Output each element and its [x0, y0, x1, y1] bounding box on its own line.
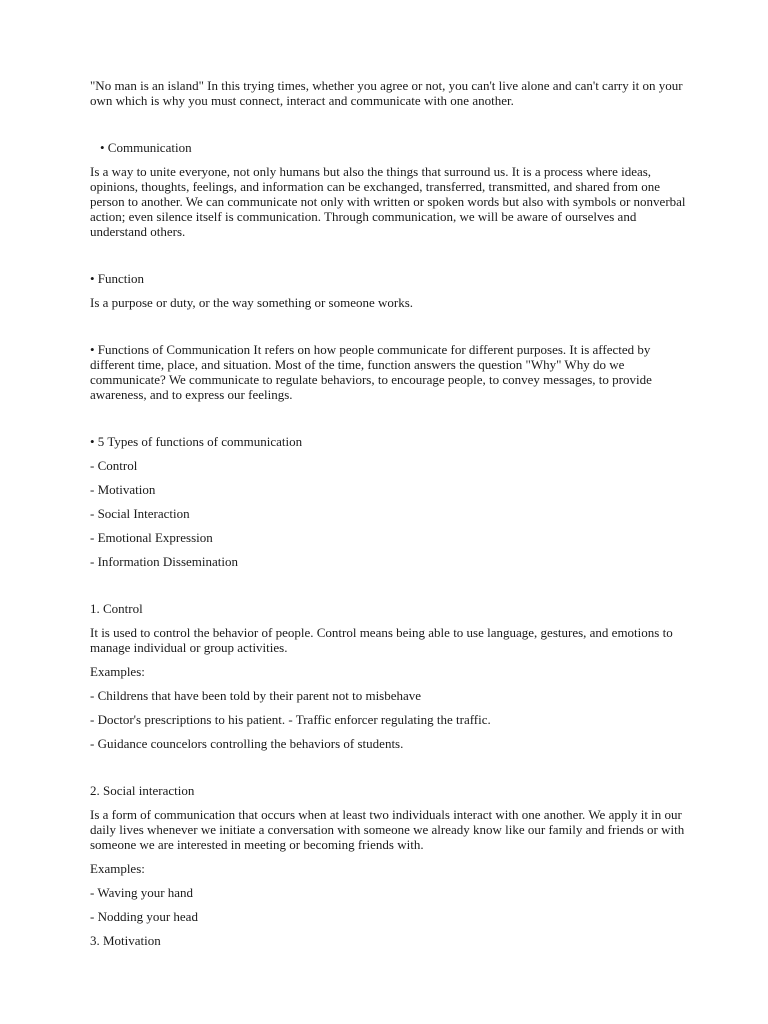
control-body: It is used to control the behavior of people. Control means being able to use language, gestures, and emotions to manage individual or group activities. [90, 625, 673, 655]
control-examples-label: Examples: [90, 664, 145, 679]
functions-of-communication-paragraph: • Functions of Communication It refers on how people communicate for different purposes. It is affected by different time, place, and situation. Most of the time, function answers the question "Why" Why do we communicate? We communicate to regulate behaviors, to encourage people, to convey messages, to provide awareness, and to express our feelings. [90, 342, 652, 402]
types-heading: • 5 Types of functions of communication [90, 434, 303, 449]
communication-body: Is a way to unite everyone, not only humans but also the things that surround us. It is a process where ideas, opinions, thoughts, feelings, and information can be exchanged, transferred, transmitted, and shared from one person to another. We can communicate not only with written or spoken words but also with symbols or nonverbal action; even silence itself is communication. Through communication, we will be aware of ourselves and understand others. [90, 164, 686, 239]
motivation-heading: 3. Motivation [90, 933, 161, 948]
function-heading: • Function [90, 271, 145, 286]
intro-paragraph: "No man is an island" In this trying times, whether you agree or not, you can't live alone and can't carry it on your own which is why you must connect, interact and communicate with one another. [90, 78, 683, 108]
types-item: - Social Interaction [90, 506, 190, 521]
function-body: Is a purpose or duty, or the way something or someone works. [90, 295, 414, 310]
social-interaction-example: - Nodding your head [90, 909, 198, 924]
control-example: - Doctor's prescriptions to his patient. - Traffic enforcer regulating the traffic. [90, 712, 491, 727]
control-heading: 1. Control [90, 601, 143, 616]
types-item: - Emotional Expression [90, 530, 213, 545]
types-item: - Control [90, 458, 138, 473]
types-item: - Information Dissemination [90, 554, 239, 569]
document-page [90, 78, 690, 948]
control-example: - Guidance councelors controlling the behaviors of students. [90, 736, 404, 751]
control-example: - Childrens that have been told by their parent not to misbehave [90, 688, 422, 703]
types-item: - Motivation [90, 482, 156, 497]
social-interaction-example: - Waving your hand [90, 885, 194, 900]
social-interaction-body: Is a form of communication that occurs when at least two individuals interact with one another. We apply it in our daily lives whenever we initiate a conversation with someone we already know like our family and friends or with someone we are interested in meeting or becoming friends with. [90, 807, 685, 852]
social-interaction-examples-label: Examples: [90, 861, 145, 876]
communication-heading: • Communication [100, 140, 192, 155]
social-interaction-heading: 2. Social interaction [90, 783, 195, 798]
